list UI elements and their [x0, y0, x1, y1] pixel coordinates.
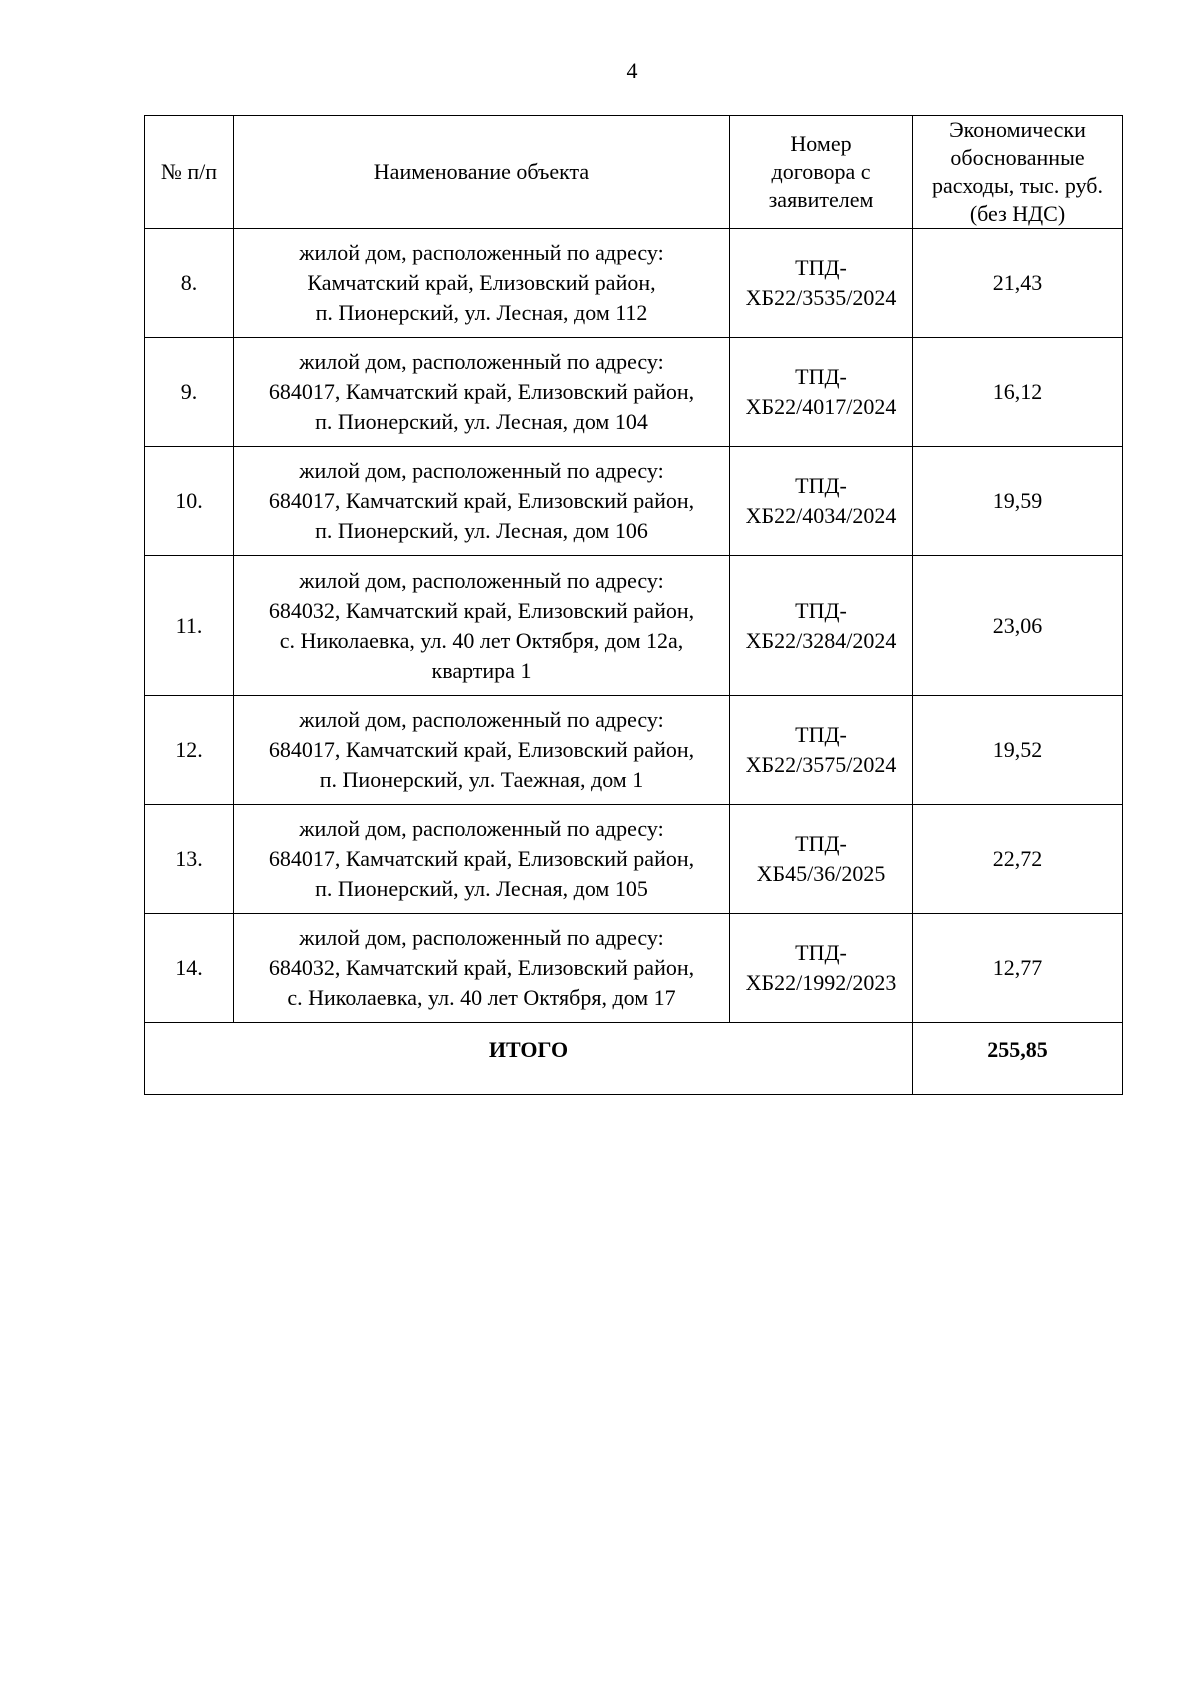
header-cost-line: Экономически: [949, 117, 1086, 142]
row-number: 11.: [145, 556, 234, 696]
page-number: 4: [626, 58, 638, 83]
table-row: [145, 696, 1123, 805]
object-name-line: 684017, Камчатский край, Елизовский район,: [268, 379, 695, 404]
contract-number-line: ТПД-: [795, 940, 847, 965]
object-name-line: п. Пионерский, ул. Лесная, дом 112: [315, 300, 648, 325]
header-cost-line: (без НДС): [969, 201, 1066, 226]
object-name-line: п. Пионерский, ул. Лесная, дом 106: [315, 518, 648, 543]
header-cost: [913, 116, 1123, 229]
cost-value: 23,06: [913, 556, 1123, 696]
object-name-line: жилой дом, расположенный по адресу:: [299, 816, 664, 841]
contract-number: [730, 805, 913, 914]
total-value: 255,85: [913, 1023, 1123, 1095]
object-name-line: п. Пионерский, ул. Лесная, дом 104: [315, 409, 648, 434]
object-name-line: квартира 1: [431, 657, 532, 683]
cost-value: 22,72: [913, 805, 1123, 914]
object-name-line: 684017, Камчатский край, Елизовский район,: [268, 846, 695, 871]
object-name-line: 684032, Камчатский край, Елизовский район,: [268, 597, 695, 623]
object-name: [234, 696, 730, 805]
contract-number-line: ХБ45/36/2025: [756, 861, 886, 886]
row-number: 12.: [145, 696, 234, 805]
object-name: [234, 229, 730, 338]
object-name: [234, 914, 730, 1023]
cost-value: 21,43: [913, 229, 1123, 338]
header-contract-line: договора с: [771, 159, 871, 184]
object-name-line: Камчатский край, Елизовский район,: [307, 270, 656, 295]
contract-number-line: ХБ22/1992/2023: [745, 970, 897, 995]
contract-number: [730, 696, 913, 805]
contract-number-line: ТПД-: [795, 473, 847, 498]
object-name-line: жилой дом, расположенный по адресу:: [299, 707, 664, 732]
contract-number-line: ТПД-: [795, 722, 847, 747]
table-row: [145, 447, 1123, 556]
row-number: 14.: [145, 914, 234, 1023]
total-row: [145, 1023, 1123, 1095]
object-name-line: с. Николаевка, ул. 40 лет Октября, дом 12а,: [279, 627, 684, 653]
object-name-line: жилой дом, расположенный по адресу:: [299, 240, 664, 265]
header-contract: [730, 116, 913, 229]
contract-number-line: ТПД-: [795, 597, 847, 623]
contract-number-line: ХБ22/4034/2024: [745, 503, 897, 528]
contract-number-line: ХБ22/3575/2024: [745, 752, 897, 777]
contract-number: [730, 338, 913, 447]
cost-value: 16,12: [913, 338, 1123, 447]
row-number: 10.: [145, 447, 234, 556]
object-name-line: жилой дом, расположенный по адресу:: [299, 458, 664, 483]
table-row: [145, 338, 1123, 447]
cost-table: [144, 115, 1123, 1095]
contract-number: [730, 914, 913, 1023]
object-name: [234, 338, 730, 447]
object-name-line: 684017, Камчатский край, Елизовский район,: [268, 488, 695, 513]
header-cost-line: расходы, тыс. руб.: [931, 173, 1103, 198]
cost-value: 12,77: [913, 914, 1123, 1023]
object-name-line: жилой дом, расположенный по адресу:: [299, 349, 664, 374]
contract-number-line: ТПД-: [795, 831, 847, 856]
cost-value: 19,52: [913, 696, 1123, 805]
table-header-row: [145, 116, 1123, 229]
contract-number-line: ХБ22/4017/2024: [745, 394, 897, 419]
object-name-line: 684032, Камчатский край, Елизовский район,: [268, 955, 695, 980]
header-contract-line: Номер: [790, 131, 852, 156]
cost-value: 19,59: [913, 447, 1123, 556]
contract-number: [730, 229, 913, 338]
row-number: 9.: [145, 338, 234, 447]
row-number: 8.: [145, 229, 234, 338]
row-number: 13.: [145, 805, 234, 914]
table-row: [145, 914, 1123, 1023]
object-name-line: жилой дом, расположенный по адресу:: [299, 567, 664, 593]
contract-number-line: ХБ22/3284/2024: [745, 627, 897, 653]
object-name-line: 684017, Камчатский край, Елизовский район,: [268, 737, 695, 762]
object-name-line: п. Пионерский, ул. Лесная, дом 105: [315, 876, 648, 901]
contract-number-line: ТПД-: [795, 255, 847, 280]
object-name-line: п. Пионерский, ул. Таежная, дом 1: [319, 767, 644, 792]
table-row: [145, 556, 1123, 696]
object-name-line: жилой дом, расположенный по адресу:: [299, 925, 664, 950]
header-contract-line: заявителем: [768, 187, 874, 212]
contract-number: [730, 447, 913, 556]
contract-number-line: ХБ22/3535/2024: [745, 285, 897, 310]
object-name-line: с. Николаевка, ул. 40 лет Октября, дом 17: [287, 985, 676, 1010]
table-row: [145, 805, 1123, 914]
header-num: № п/п: [145, 116, 234, 229]
table-row: [145, 229, 1123, 338]
object-name: [234, 447, 730, 556]
contract-number: [730, 556, 913, 696]
header-cost-line: обоснованные: [950, 145, 1085, 170]
object-name: [234, 805, 730, 914]
object-name: [234, 556, 730, 696]
contract-number-line: ТПД-: [795, 364, 847, 389]
total-label: ИТОГО: [145, 1023, 913, 1095]
header-name: Наименование объекта: [234, 116, 730, 229]
